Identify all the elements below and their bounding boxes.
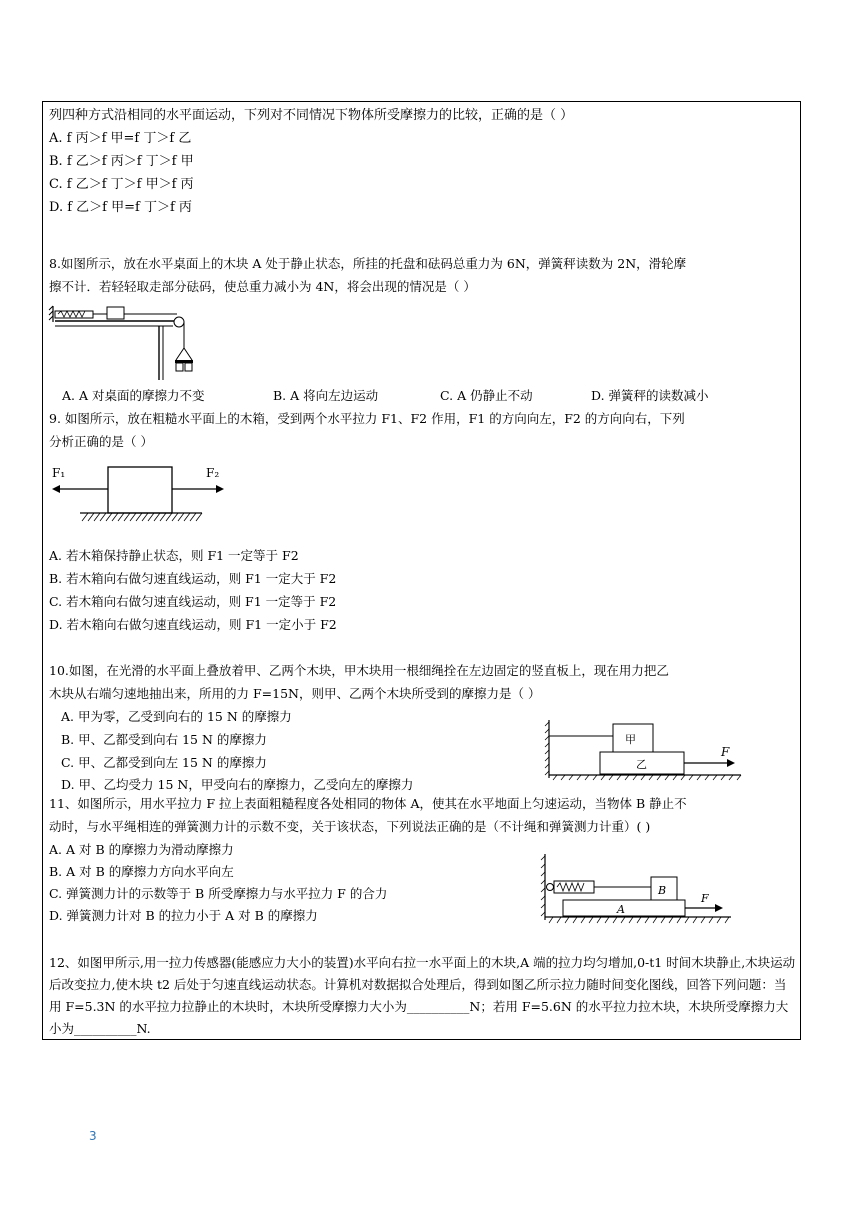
q8-figure — [49, 302, 194, 382]
q9-option-d: D. 若木箱向右做匀速直线运动，则 F1 一定小于 F2 — [49, 617, 337, 632]
q7-option-d: D. f 乙＞f 甲=f 丁＞f 丙 — [49, 200, 192, 215]
q9-f1-label: F₁ — [52, 466, 66, 480]
q11-stem-line1: 11、如图所示，用水平拉力 F 拉上表面粗糙程度各处相同的物体 A，使其在水平地面上匀速运动，当物体 B 静止不 — [49, 796, 687, 811]
q9-stem-line2: 分析正确的是（ ） — [49, 434, 153, 449]
page-number: 3 — [89, 1129, 97, 1143]
q7-option-b: B. f 乙＞f 丙＞f 丁＞f 甲 — [49, 154, 194, 169]
q10-force-label: F — [721, 745, 730, 759]
q7-option-c: C. f 乙＞f 丁＞f 甲＞f 丙 — [49, 177, 194, 192]
q9-option-b: B. 若木箱向右做匀速直线运动，则 F1 一定大于 F2 — [49, 571, 337, 586]
q12-stem: 12、如图甲所示,用一拉力传感器(能感应力大小的装置)水平向右拉一水平面上的木块,A 端的拉力均匀增加,0-t1 时间木块静止,木块运动后改变拉力,使木块 t2 后处于匀速直线运动状态。计算机对数据拟合处理后，得到如图乙所示拉力随时间变化图线，回答下列问题：当用 F=5.3N 的水平拉力拉静止的木块时，木块所受摩擦力大小为__________N；若用 F=5.6N 的水平拉力拉木块，木块所受摩擦力大小为__________N. — [49, 955, 796, 1036]
q7-option-a: A. f 丙＞f 甲=f 丁＞f 乙 — [49, 131, 192, 146]
q9-f2-label: F₂ — [206, 466, 220, 480]
q10-figure — [545, 718, 745, 783]
q11-figure — [541, 852, 736, 927]
q10-stem-line2: 木块从右端匀速地抽出来，所用的力 F=15N，则甲、乙两个木块所受到的摩擦力是（ ） — [49, 686, 541, 701]
q9-option-a: A. 若木箱保持静止状态，则 F1 一定等于 F2 — [49, 548, 299, 563]
q8-option-b: B. A 将向左边运动 — [273, 388, 379, 403]
q11-block-b-label: B — [658, 884, 667, 897]
q8-stem-line2: 擦不计．若轻轻取走部分砝码，使总重力减小为 4N，将会出现的情况是（ ） — [49, 279, 476, 294]
q11-block-a-label: A — [617, 903, 625, 916]
q11-stem-line2: 动时，与水平绳相连的弹簧测力计的示数不变，关于该状态，下列说法正确的是（不计绳和弹簧测力计重）( ) — [49, 819, 651, 834]
q10-option-a: A. 甲为零，乙受到向右的 15 N 的摩擦力 — [61, 709, 292, 724]
q7-stem: 列四种方式沿相同的水平面运动，下列对不同情况下物体所受摩擦力的比较，正确的是（ ） — [49, 108, 574, 123]
q8-option-a: A. A 对桌面的摩擦力不变 — [62, 388, 205, 403]
q9-figure — [50, 461, 230, 526]
q10-block-yi-label: 乙 — [636, 758, 647, 771]
q11-force-label: F — [701, 892, 709, 905]
q10-option-b: B. 甲、乙都受到向右 15 N 的摩擦力 — [61, 732, 267, 747]
q8-option-c: C. A 仍静止不动 — [440, 388, 533, 403]
q10-option-d: D. 甲、乙均受力 15 N，甲受向右的摩擦力，乙受向左的摩擦力 — [61, 777, 414, 792]
q9-stem-line1: 9. 如图所示，放在粗糙水平面上的木箱，受到两个水平拉力 F1、F2 作用，F1 的方向向左，F2 的方向向右，下列 — [49, 411, 685, 426]
q9-option-c: C. 若木箱向右做匀速直线运动，则 F1 一定等于 F2 — [49, 594, 337, 609]
q11-option-a: A. A 对 B 的摩擦力为滑动摩擦力 — [49, 842, 234, 857]
q8-stem-line1: 8.如图所示，放在水平桌面上的木块 A 处于静止状态，所挂的托盘和砝码总重力为 6N，弹簧秤读数为 2N，滑轮摩 — [49, 256, 687, 271]
q11-option-c: C. 弹簧测力计的示数等于 B 所受摩擦力与水平拉力 F 的合力 — [49, 886, 388, 901]
q10-option-c: C. 甲、乙都受到向左 15 N 的摩擦力 — [61, 755, 267, 770]
q11-option-b: B. A 对 B 的摩擦力方向水平向左 — [49, 864, 234, 879]
q10-stem-line1: 10.如图，在光滑的水平面上叠放着甲、乙两个木块，甲木块用一根细绳拴在左边固定的竖直板上，现在用力把乙 — [49, 663, 669, 678]
q11-option-d: D. 弹簧测力计对 B 的拉力小于 A 对 B 的摩擦力 — [49, 908, 318, 923]
q10-block-jia-label: 甲 — [625, 733, 636, 746]
q8-option-d: D. 弹簧秤的读数减小 — [591, 388, 709, 403]
